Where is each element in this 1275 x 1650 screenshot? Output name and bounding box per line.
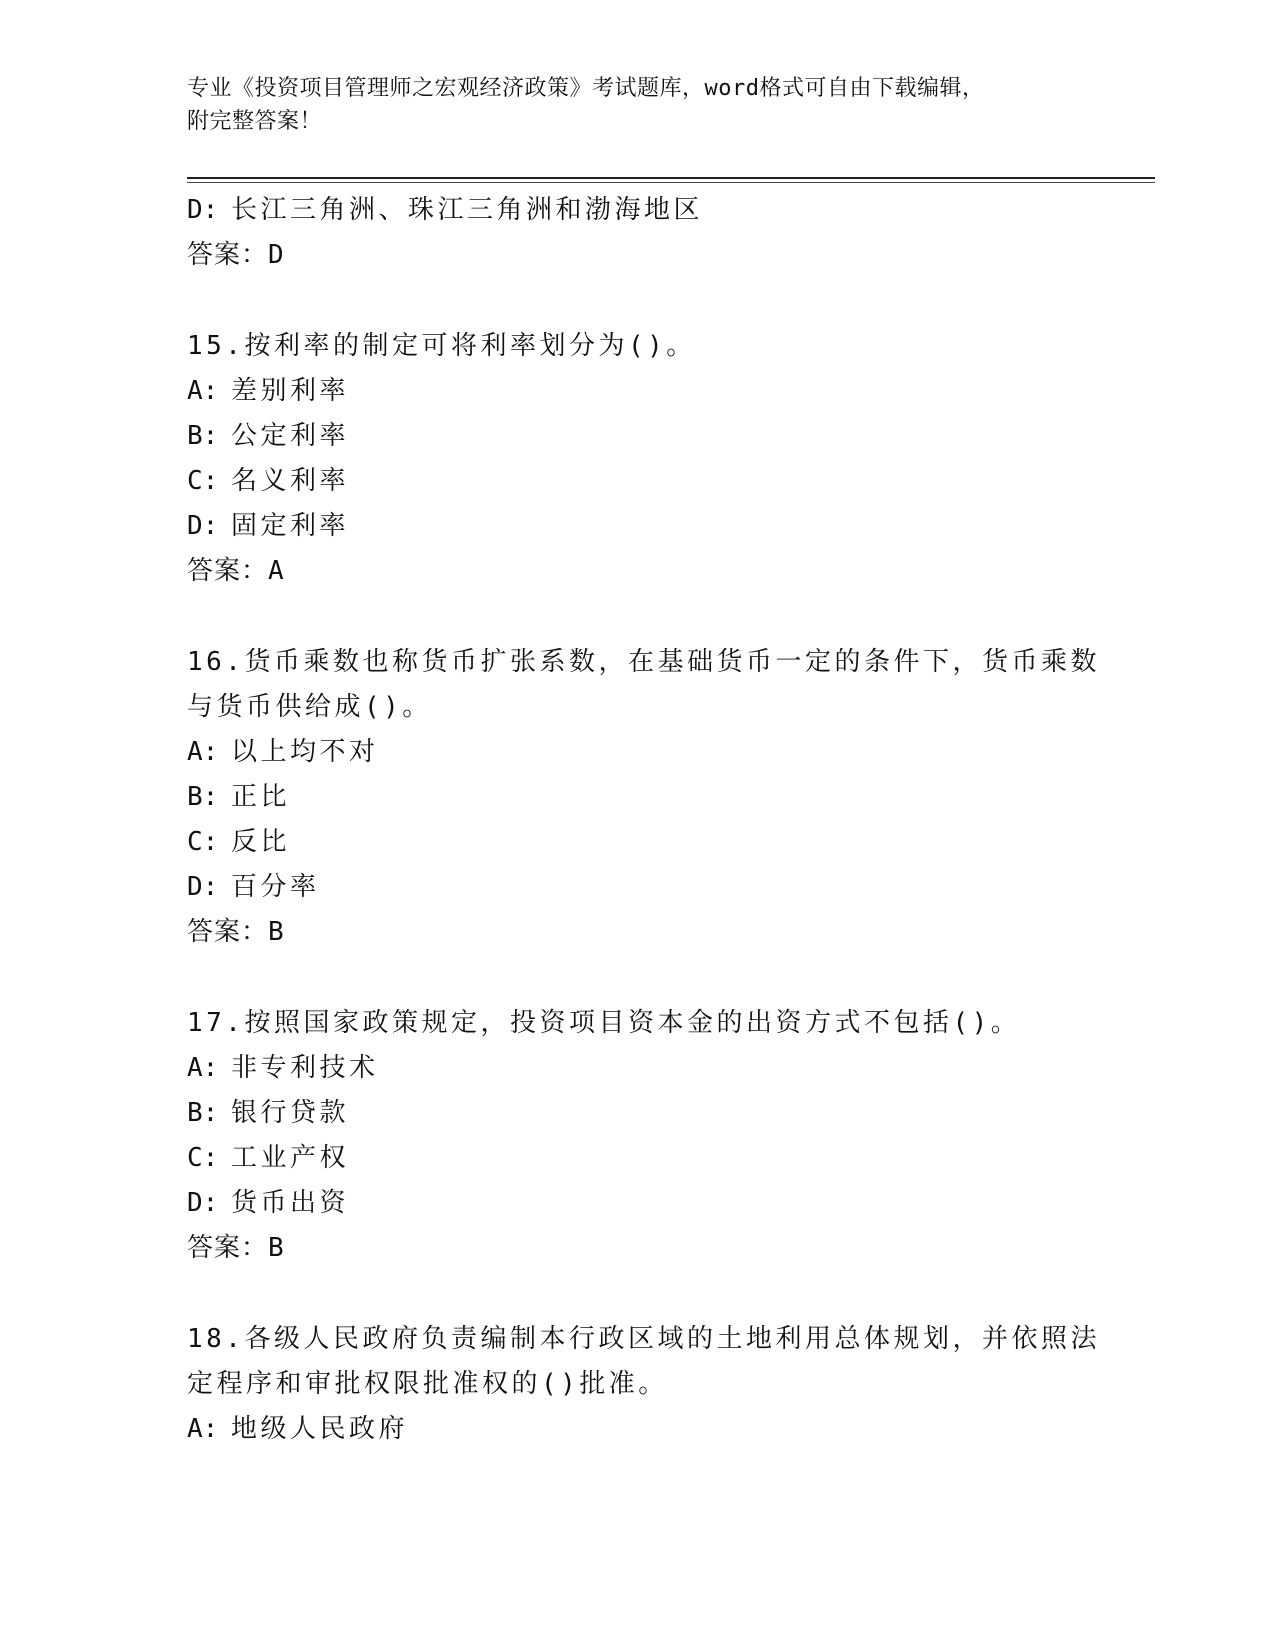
option-text: 固定利率 — [231, 511, 350, 541]
option-a — [187, 1046, 1087, 1091]
previous-question-fragment — [187, 188, 1087, 278]
option-a — [187, 730, 1087, 775]
option-d — [187, 1181, 1087, 1226]
document-header — [187, 72, 1107, 138]
question-number: 18. — [187, 1324, 245, 1354]
answer-value: B — [268, 1233, 285, 1263]
question-16 — [187, 640, 1100, 955]
option-c — [187, 1136, 1087, 1181]
option-text: 货币出资 — [231, 1188, 350, 1218]
option-b — [187, 414, 1087, 459]
answer-value: B — [268, 917, 285, 947]
option-label: A: — [187, 737, 219, 767]
header-divider-thick — [187, 177, 1155, 179]
question-text — [187, 324, 1087, 369]
header-divider-thin — [187, 182, 1155, 183]
option-label: B: — [187, 782, 219, 812]
answer-label: 答案： — [187, 240, 269, 270]
question-number: 16. — [187, 647, 245, 677]
answer-label: 答案： — [187, 556, 269, 586]
question-15 — [187, 324, 1087, 594]
option-label: A: — [187, 376, 219, 406]
option-label: C: — [187, 827, 219, 857]
option-text: 正比 — [231, 782, 291, 812]
option-text: 名义利率 — [231, 466, 350, 496]
option-text: 反比 — [231, 827, 291, 857]
option-label: B: — [187, 1098, 219, 1128]
option-label: D: — [187, 511, 219, 541]
option-text: 差别利率 — [231, 376, 350, 406]
answer-line — [187, 549, 1087, 594]
option-text: 长江三角洲、珠江三角洲和渤海地区 — [231, 195, 704, 225]
option-d — [187, 188, 1087, 233]
option-text: 公定利率 — [231, 421, 350, 451]
question-text — [187, 1001, 1087, 1046]
answer-line — [187, 233, 1087, 278]
option-a — [187, 369, 1087, 414]
question-number: 17. — [187, 1008, 245, 1038]
question-text-line-2: 与货币供给成()。 — [187, 692, 432, 722]
option-b — [187, 1091, 1087, 1136]
question-stem: 各级人民政府负责编制本行政区域的土地利用总体规划，并依照法 — [244, 1324, 1100, 1354]
option-label: B: — [187, 421, 219, 451]
answer-value: D — [268, 240, 285, 270]
option-a — [187, 1407, 1087, 1452]
option-text: 地级人民政府 — [231, 1414, 409, 1444]
option-label: A: — [187, 1053, 219, 1083]
option-label: D: — [187, 1188, 219, 1218]
answer-label: 答案： — [187, 917, 269, 947]
header-line-1: 专业《投资项目管理师之宏观经济政策》考试题库，word格式可自由下载编辑， — [187, 76, 985, 101]
question-17 — [187, 1001, 1087, 1271]
question-number: 15. — [187, 331, 245, 361]
question-stem: 按照国家政策规定，投资项目资本金的出资方式不包括()。 — [244, 1008, 1021, 1038]
answer-label: 答案： — [187, 1233, 269, 1263]
question-text-line-2: 定程序和审批权限批准权的()批准。 — [187, 1369, 668, 1399]
option-text: 百分率 — [231, 872, 320, 902]
option-text: 工业产权 — [231, 1143, 350, 1173]
option-text: 以上均不对 — [231, 737, 379, 767]
question-stem: 货币乘数也称货币扩张系数，在基础货币一定的条件下，货币乘数 — [244, 647, 1100, 677]
option-d — [187, 865, 1087, 910]
option-c — [187, 459, 1087, 504]
option-label: D: — [187, 872, 219, 902]
option-b — [187, 775, 1087, 820]
option-label: A: — [187, 1414, 219, 1444]
option-c — [187, 820, 1087, 865]
option-label: D: — [187, 195, 219, 225]
question-text-line-1 — [187, 1317, 1100, 1362]
answer-line — [187, 910, 1087, 955]
option-text: 非专利技术 — [231, 1053, 379, 1083]
question-list — [187, 188, 1100, 1452]
option-label: C: — [187, 466, 219, 496]
question-18 — [187, 1317, 1100, 1452]
header-line-2: 附完整答案！ — [187, 109, 323, 134]
option-text: 银行贷款 — [231, 1098, 350, 1128]
question-text-line-1 — [187, 640, 1100, 685]
answer-value: A — [268, 556, 285, 586]
answer-line — [187, 1226, 1087, 1271]
question-stem: 按利率的制定可将利率划分为()。 — [244, 331, 696, 361]
option-label: C: — [187, 1143, 219, 1173]
option-d — [187, 504, 1087, 549]
